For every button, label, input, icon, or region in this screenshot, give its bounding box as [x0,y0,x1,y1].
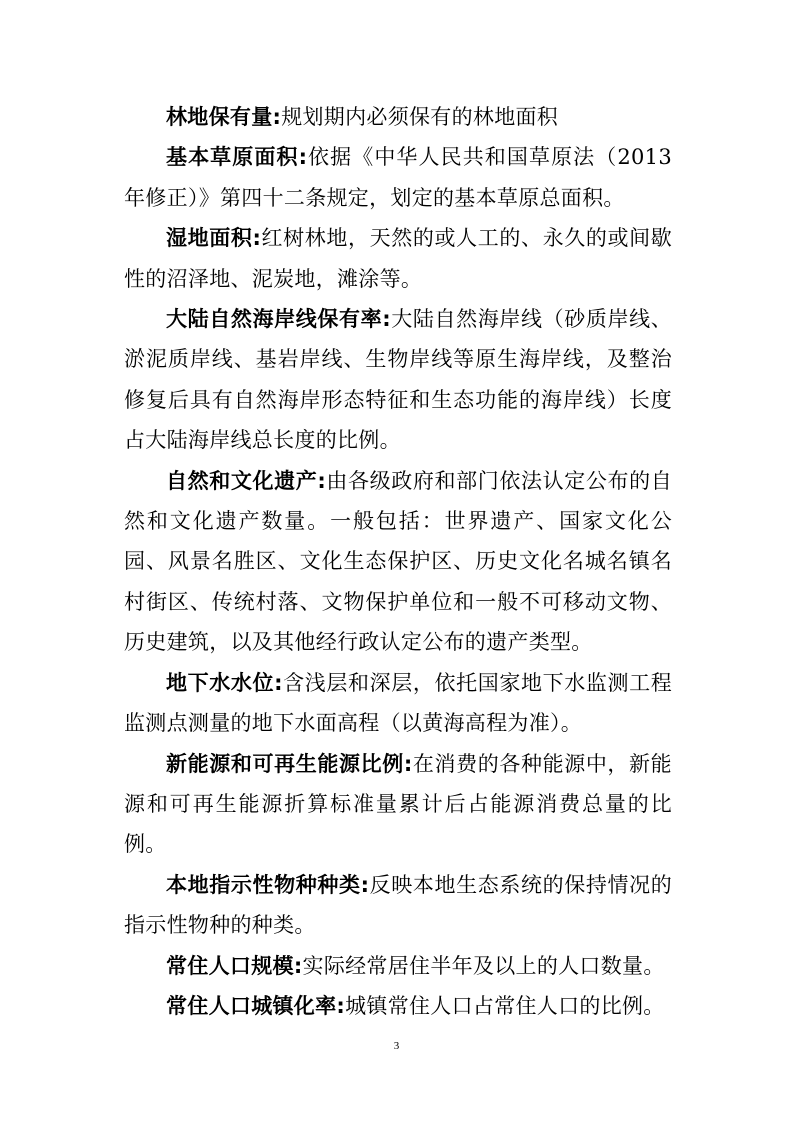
definition-text: 反映本地生态系统的保持情况的指示性物种的种类。 [124,872,672,938]
definition-text: 城镇常住人口占常住人口的比例。 [345,993,665,1018]
definition-term: 本地指示性物种种类: [166,872,370,897]
definition-text: 红树林地，天然的或人工的、永久的或间歇性的沼泽地、泥炭地，滩涂等。 [124,226,673,291]
definition-term: 基本草原面积: [166,145,308,170]
definition-paragraph [124,663,672,744]
definition-term: 常住人口规模: [166,953,303,978]
definition-term: 林地保有量: [166,105,282,129]
definition-term: 大陆自然海岸线保有率: [166,307,391,332]
definition-term: 湿地面积: [166,226,262,251]
definition-paragraph [124,461,672,663]
definition-text: 在消费的各种能源中，新能源和可再生能源折算标准量累计后占能源消费总量的比例。 [124,751,672,857]
page-number: 3 [393,1040,400,1052]
definition-term: 地下水水位: [166,670,283,695]
definition-term: 新能源和可再生能源比例: [166,751,413,776]
definition-text: 大陆自然海岸线（砂质岸线、淤泥质岸线、基岩岸线、生物岸线等原生海岸线，及整治修复后具有自然海岸形态特征和生态功能的海岸线）长度占大陆海岸线总长度的比例。 [124,307,672,453]
definition-text: 含浅层和深层，依托国家地下水监测工程监测点测量的地下水面高程（以黄海高程为准）。 [124,670,672,736]
definition-paragraph [124,97,672,137]
definition-term: 常住人口城镇化率: [166,993,346,1018]
definition-text: 实际经常居住半年及以上的人口数量。 [302,953,665,978]
definition-paragraph [124,299,672,461]
definition-term: 自然和文化遗产: [166,468,327,493]
definition-text: 由各级政府和部门依法认定公布的自然和文化遗产数量。一般包括：世界遗产、国家文化公园、风景名胜区、文化生态保护区、历史文化名城名镇名村街区、传统村落、文物保护单位和一般不可移动文物、历史建筑，以及其他经行政认定公布的遗产类型。 [124,468,672,655]
definition-paragraph [124,744,672,865]
definition-text: 依据《中华人民共和国草原法（2013年修正）》第四十二条规定，划定的基本草原总面积。 [124,145,672,210]
definitions-list [124,97,672,1026]
definition-paragraph [124,218,672,299]
definition-text: 规划期内必须保有的林地面积 [281,105,559,129]
definition-paragraph [124,865,672,946]
definition-paragraph [124,986,672,1026]
definition-paragraph [124,137,672,218]
definition-paragraph [124,946,672,986]
